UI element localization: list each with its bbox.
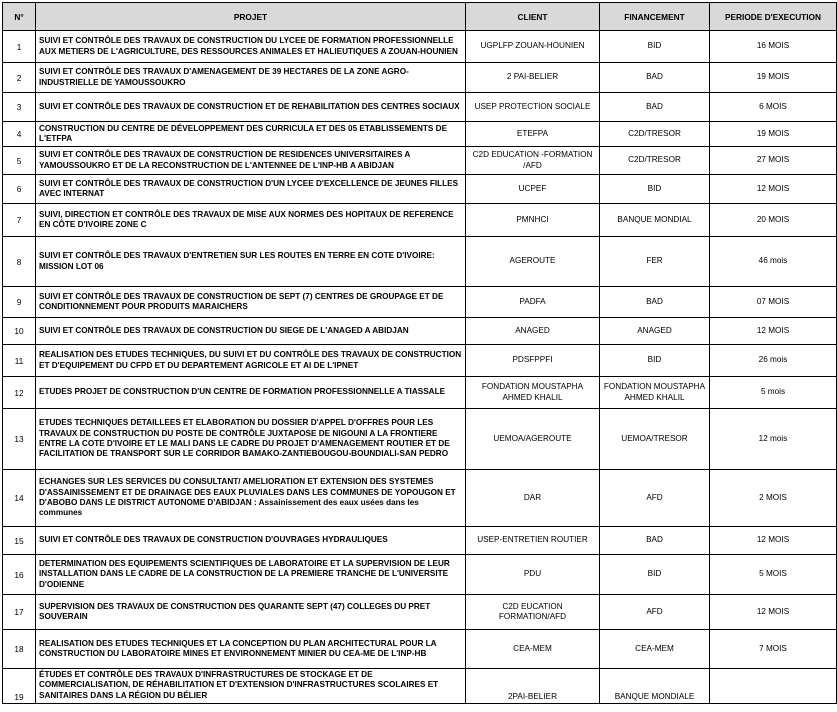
table-row bbox=[3, 237, 837, 287]
financing-cell: BID bbox=[600, 345, 710, 377]
period-cell bbox=[710, 669, 837, 704]
financing-cell: ANAGED bbox=[600, 318, 710, 345]
project-cell: ÉTUDES ET CONTRÔLE DES TRAVAUX D'INFRASTRUCTURES DE STOCKAGE ET DE COMMERCIALISATION, DE RÉHABILITATION ET D'EXTENSION D'INFRASTRUCTURES SCOLAIRES ET SANITAIRES DANS LA RÉGION DU BÉLIER bbox=[36, 669, 466, 704]
project-cell: SUIVI ET CONTRÔLE DES TRAVAUX D'AMENAGEMENT DE 39 HECTARES DE LA ZONE AGRO-INDUSTRIELLE DE YAMOUSSOUKRO bbox=[36, 63, 466, 93]
row-number: 6 bbox=[3, 175, 36, 204]
table-row bbox=[3, 555, 837, 595]
header-num: N° bbox=[3, 3, 36, 31]
financing-cell: BANQUE MONDIALE bbox=[600, 669, 710, 704]
client-cell: C2D EDUCATION -FORMATION /AFD bbox=[466, 147, 600, 175]
financing-cell: BANQUE MONDIAL bbox=[600, 204, 710, 237]
project-cell: SUIVI ET CONTRÔLE DES TRAVAUX DE CONSTRUCTION DU SIEGE DE L'ANAGED A ABIDJAN bbox=[36, 318, 466, 345]
project-cell: SUIVI ET CONTRÔLE DES TRAVAUX DE CONSTRUCTION ET DE REHABILITATION DES CENTRES SOCIAUX bbox=[36, 93, 466, 122]
client-cell: DAR bbox=[466, 470, 600, 527]
row-number: 3 bbox=[3, 93, 36, 122]
row-number: 13 bbox=[3, 409, 36, 470]
period-cell: 19 MOIS bbox=[710, 63, 837, 93]
client-cell: UCPEF bbox=[466, 175, 600, 204]
client-cell: PDU bbox=[466, 555, 600, 595]
client-cell: USEP PROTECTION SOCIALE bbox=[466, 93, 600, 122]
project-cell: SUIVI ET CONTRÔLE DES TRAVAUX DE CONSTRUCTION DU LYCEE DE FORMATION PROFESSIONNELLE AUX METIERS DE L'AGRICULTURE, DES RESSOURCES ANIMALES ET HALIEUTIQUES A ZOUAN-HOUNIEN bbox=[36, 31, 466, 63]
period-cell: 7 MOIS bbox=[710, 630, 837, 669]
financing-cell: BAD bbox=[600, 527, 710, 555]
project-cell: CONSTRUCTION DU CENTRE DE DÉVELOPPEMENT DES CURRICULA ET DES 05 ETABLISSEMENTS DE L'ETFPA bbox=[36, 122, 466, 147]
row-number: 10 bbox=[3, 318, 36, 345]
table-row bbox=[3, 122, 837, 147]
header-period: PERIODE D'EXECUTION bbox=[710, 3, 837, 31]
row-number: 17 bbox=[3, 595, 36, 630]
client-cell: PDSFPPFI bbox=[466, 345, 600, 377]
row-number: 12 bbox=[3, 377, 36, 409]
row-number: 15 bbox=[3, 527, 36, 555]
financing-cell: BAD bbox=[600, 63, 710, 93]
header-row bbox=[3, 3, 837, 31]
row-number: 5 bbox=[3, 147, 36, 175]
financing-cell: AFD bbox=[600, 470, 710, 527]
period-cell: 16 MOIS bbox=[710, 31, 837, 63]
financing-cell: FONDATION MOUSTAPHA AHMED KHALIL bbox=[600, 377, 710, 409]
period-cell: 12 MOIS bbox=[710, 595, 837, 630]
row-number: 11 bbox=[3, 345, 36, 377]
project-cell: SUPERVISION DES TRAVAUX DE CONSTRUCTION DES QUARANTE SEPT (47) COLLEGES DU PRET SOUVERAIN bbox=[36, 595, 466, 630]
period-cell: 6 MOIS bbox=[710, 93, 837, 122]
table-row bbox=[3, 377, 837, 409]
row-number: 16 bbox=[3, 555, 36, 595]
period-cell: 5 mois bbox=[710, 377, 837, 409]
period-cell: 12 MOIS bbox=[710, 527, 837, 555]
table-row bbox=[3, 175, 837, 204]
table-row bbox=[3, 345, 837, 377]
table-row bbox=[3, 318, 837, 345]
financing-cell: BID bbox=[600, 175, 710, 204]
row-number: 7 bbox=[3, 204, 36, 237]
period-cell: 12 MOIS bbox=[710, 175, 837, 204]
row-number: 2 bbox=[3, 63, 36, 93]
financing-cell: BAD bbox=[600, 287, 710, 318]
period-cell: 12 mois bbox=[710, 409, 837, 470]
row-number: 4 bbox=[3, 122, 36, 147]
project-cell: ECHANGES SUR LES SERVICES DU CONSULTANT/ AMELIORATION ET EXTENSION DES SYSTEMES D'ASSAINISSEMENT ET DE DRAINAGE DES EAUX PLUVIALES DANS LES COMMUNES DE YOPOUGON ET D'ABOBO DANS LE DISTRICT AUTONOME D'ABIDJAN : Assainissement des eaux usées dans les communes bbox=[36, 470, 466, 527]
project-cell: SUIVI ET CONTRÔLE DES TRAVAUX DE CONSTRUCTION DE SEPT (7) CENTRES DE GROUPAGE ET DE CONDITIONNEMENT POUR PRODUITS MARAICHERS bbox=[36, 287, 466, 318]
client-cell: AGEROUTE bbox=[466, 237, 600, 287]
period-cell: 26 mois bbox=[710, 345, 837, 377]
projects-table bbox=[2, 2, 837, 704]
financing-cell: AFD bbox=[600, 595, 710, 630]
period-cell: 12 MOIS bbox=[710, 318, 837, 345]
client-cell: UEMOA/AGEROUTE bbox=[466, 409, 600, 470]
header-project: PROJET bbox=[36, 3, 466, 31]
header-client: CLIENT bbox=[466, 3, 600, 31]
project-cell: REALISATION DES ETUDES TECHNIQUES, DU SUIVI ET DU CONTRÔLE DES TRAVAUX DE CONSTRUCTION ET D'EQUIPEMENT DU CFPD ET DU DEPARTEMENT AGRICOLE ET AI DE L'IPNET bbox=[36, 345, 466, 377]
table-row bbox=[3, 630, 837, 669]
project-cell: ETUDES TECHNIQUES DETAILLEES ET ELABORATION DU DOSSIER D'APPEL D'OFFRES POUR LES TRAVAUX DE CONSTRUCTION DU POSTE DE CONTRÔLE JUXTAPOSE DE NIGOUNI A LA FRONTIERE ENTRE LA COTE D'IVOIRE ET LE MALI DANS LE CADRE DU PROJET D'AMENAGEMENT ROUTIER ET DE FACILITATION DE TRANSPORT SUR LE CORRIDOR BAMAKO-ZANTIEBOUGOU-BOUNDIALI-SAN PEDRO bbox=[36, 409, 466, 470]
financing-cell: BAD bbox=[600, 93, 710, 122]
project-cell: SUIVI ET CONTRÔLE DES TRAVAUX DE CONSTRUCTION D'UN LYCEE D'EXCELLENCE DE JEUNES FILLES AVEC INTERNAT bbox=[36, 175, 466, 204]
table-row bbox=[3, 63, 837, 93]
project-cell: SUIVI, DIRECTION ET CONTRÔLE DES TRAVAUX DE MISE AUX NORMES DES HOPITAUX DE REFERENCE EN CÔTE D'IVOIRE ZONE C bbox=[36, 204, 466, 237]
table-row bbox=[3, 147, 837, 175]
financing-cell: BID bbox=[600, 555, 710, 595]
financing-cell: C2D/TRESOR bbox=[600, 147, 710, 175]
table-row bbox=[3, 204, 837, 237]
period-cell: 20 MOIS bbox=[710, 204, 837, 237]
client-cell: UGPLFP ZOUAN-HOUNIEN bbox=[466, 31, 600, 63]
table-row bbox=[3, 669, 837, 704]
row-number: 18 bbox=[3, 630, 36, 669]
period-cell: 5 MOIS bbox=[710, 555, 837, 595]
table-row bbox=[3, 409, 837, 470]
period-cell: 07 MOIS bbox=[710, 287, 837, 318]
table-row bbox=[3, 527, 837, 555]
row-number: 14 bbox=[3, 470, 36, 527]
client-cell: USEP-ENTRETIEN ROUTIER bbox=[466, 527, 600, 555]
row-number: 1 bbox=[3, 31, 36, 63]
financing-cell: BID bbox=[600, 31, 710, 63]
client-cell: 2 PAI-BELIER bbox=[466, 63, 600, 93]
period-cell: 27 MOIS bbox=[710, 147, 837, 175]
project-cell: SUIVI ET CONTRÔLE DES TRAVAUX D'ENTRETIEN SUR LES ROUTES EN TERRE EN COTE D'IVOIRE: MISSION LOT 06 bbox=[36, 237, 466, 287]
client-cell: 2PAI-BELIER bbox=[466, 669, 600, 704]
project-cell: SUIVI ET CONTRÔLE DES TRAVAUX DE CONSTRUCTION DE RESIDENCES UNIVERSITAIRES A YAMOUSSOUKRO ET DE LA RECONSTRUCTION DE L'ANTENNEE DE L'INP-HB A ABIDJAN bbox=[36, 147, 466, 175]
client-cell: ETEFPA bbox=[466, 122, 600, 147]
project-cell: DETERMINATION DES EQUIPEMENTS SCIENTIFIQUES DE LABORATOIRE ET LA SUPERVISION DE LEUR INSTALLATION DANS LE CADRE DE LA CONSTRUCTION DE LA PREMIERE TRANCHE DE L'UNIVERSITE D'ODIENNE bbox=[36, 555, 466, 595]
project-cell: SUIVI ET CONTRÔLE DES TRAVAUX DE CONSTRUCTION D'OUVRAGES HYDRAULIQUES bbox=[36, 527, 466, 555]
period-cell: 46 mois bbox=[710, 237, 837, 287]
project-cell: REALISATION DES ETUDES TECHNIQUES ET LA CONCEPTION DU PLAN ARCHITECTURAL POUR LA CONSTRUCTION DU LABORATOIRE MINES ET ENVIRONNEMENT MINIER DU CEA-ME DE L'INP-HB bbox=[36, 630, 466, 669]
financing-cell: FER bbox=[600, 237, 710, 287]
row-number: 19 bbox=[3, 669, 36, 704]
row-number: 9 bbox=[3, 287, 36, 318]
financing-cell: CEA-MEM bbox=[600, 630, 710, 669]
client-cell: FONDATION MOUSTAPHA AHMED KHALIL bbox=[466, 377, 600, 409]
period-cell: 19 MOIS bbox=[710, 122, 837, 147]
row-number: 8 bbox=[3, 237, 36, 287]
table-row bbox=[3, 31, 837, 63]
table-row bbox=[3, 470, 837, 527]
client-cell: C2D EUCATION FORMATION/AFD bbox=[466, 595, 600, 630]
client-cell: ANAGED bbox=[466, 318, 600, 345]
financing-cell: C2D/TRESOR bbox=[600, 122, 710, 147]
project-cell: ETUDES PROJET DE CONSTRUCTION D'UN CENTRE DE FORMATION PROFESSIONNELLE A TIASSALE bbox=[36, 377, 466, 409]
client-cell: PMNHCI bbox=[466, 204, 600, 237]
header-financing: FINANCEMENT bbox=[600, 3, 710, 31]
client-cell: CEA-MEM bbox=[466, 630, 600, 669]
financing-cell: UEMOA/TRESOR bbox=[600, 409, 710, 470]
client-cell: PADFA bbox=[466, 287, 600, 318]
table-row bbox=[3, 93, 837, 122]
table-row bbox=[3, 287, 837, 318]
period-cell: 2 MOIS bbox=[710, 470, 837, 527]
table-row bbox=[3, 595, 837, 630]
